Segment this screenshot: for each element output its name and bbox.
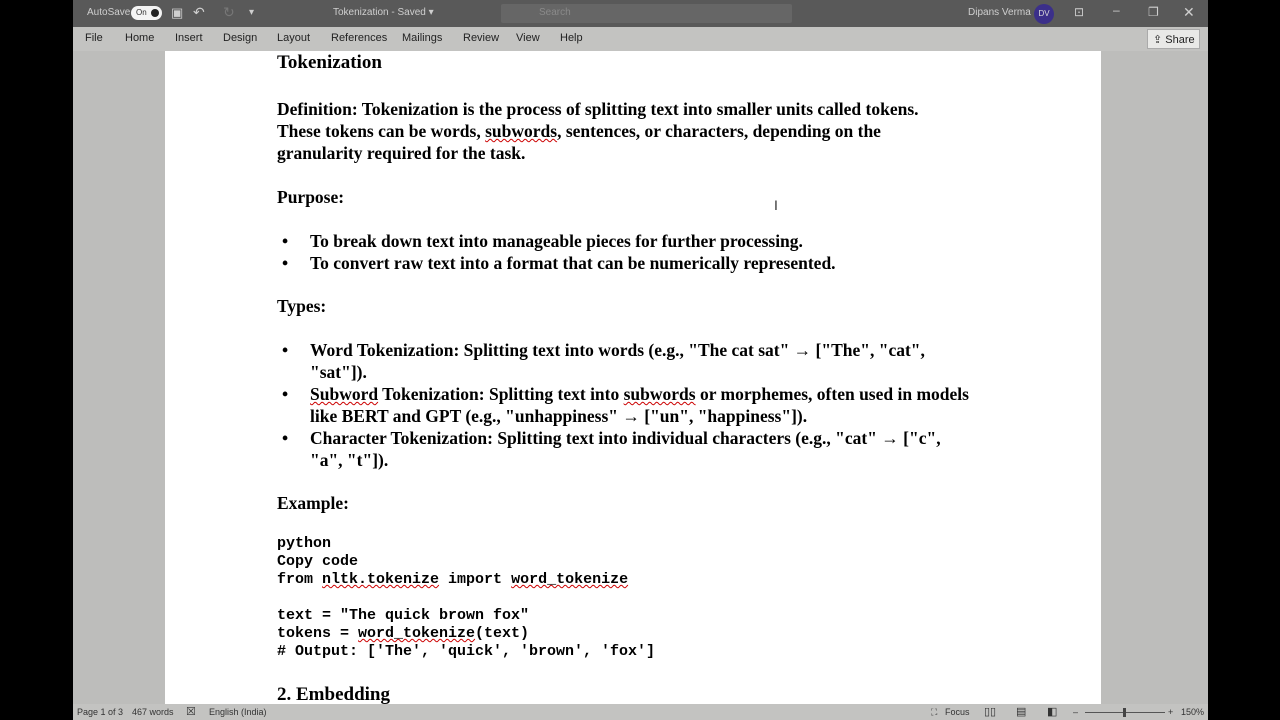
- list-item: • To convert raw text into a format that can be numerically represented.: [310, 252, 990, 274]
- autosave-label: AutoSave: [87, 7, 131, 18]
- undo-icon[interactable]: ↶: [193, 4, 205, 20]
- share-label: Share: [1165, 34, 1195, 46]
- status-bar: [73, 704, 1208, 720]
- code-text: import: [439, 571, 512, 588]
- code-line: python: [277, 535, 332, 552]
- document-title[interactable]: Tokenization - Saved ▾: [333, 7, 434, 18]
- ribbon-display-icon[interactable]: ⊡: [1074, 5, 1085, 19]
- purpose-heading: Purpose:: [277, 187, 345, 207]
- definition-line: granularity required for the task.: [277, 143, 526, 163]
- tab-insert[interactable]: Insert: [175, 32, 203, 44]
- code-line: text = "The quick brown fox": [277, 607, 530, 624]
- page-count[interactable]: Page 1 of 3: [77, 707, 124, 717]
- definition-paragraph: [277, 98, 997, 164]
- section-heading: 2. Embedding: [277, 684, 390, 704]
- search-input[interactable]: [501, 4, 792, 23]
- tab-design[interactable]: Design: [223, 32, 258, 44]
- code-line: Copy code: [277, 553, 359, 570]
- code-text: tokens =: [277, 625, 359, 642]
- misspelled-word[interactable]: word_tokenize: [358, 625, 476, 642]
- misspelled-word[interactable]: Subword: [310, 384, 379, 404]
- zoom-slider-thumb[interactable]: [1123, 708, 1126, 717]
- misspelled-word[interactable]: subwords: [485, 121, 558, 141]
- types-heading: Types:: [277, 296, 327, 316]
- code-text: from: [277, 571, 323, 588]
- ribbon-tabs: [73, 27, 1208, 51]
- customize-icon[interactable]: ▾: [249, 7, 255, 18]
- example-heading: Example:: [277, 493, 349, 513]
- title-bar: [73, 0, 1208, 27]
- read-mode-icon[interactable]: ▯▯: [984, 706, 997, 718]
- misspelled-word[interactable]: word_tokenize: [511, 571, 629, 588]
- word-count[interactable]: 467 words: [132, 707, 174, 717]
- list-item: [310, 383, 970, 427]
- document-canvas[interactable]: [73, 51, 1208, 704]
- redo-icon[interactable]: ↻: [223, 4, 235, 20]
- share-icon: ⇪: [1153, 34, 1166, 46]
- tab-help[interactable]: Help: [560, 32, 583, 44]
- code-line: [277, 571, 628, 589]
- tab-layout[interactable]: Layout: [277, 32, 311, 44]
- text-cursor-icon: I: [774, 197, 778, 213]
- print-layout-icon[interactable]: ▤: [1016, 706, 1027, 718]
- focus-button[interactable]: Focus: [945, 707, 970, 717]
- focus-icon[interactable]: ⛶: [931, 707, 938, 717]
- tab-file[interactable]: File: [85, 32, 103, 44]
- tab-mailings[interactable]: Mailings: [402, 32, 443, 44]
- code-line: # Output: ['The', 'quick', 'brown', 'fox']: [277, 643, 656, 660]
- list-text: or morphemes, often used in models like BERT and GPT (e.g., "unhappiness" → ["un", "happiness"]).: [310, 384, 969, 426]
- save-icon[interactable]: ▣: [171, 5, 184, 20]
- code-text: (text): [475, 625, 530, 642]
- definition-line: Definition: Tokenization is the process of splitting text into smaller units called tokens.: [277, 99, 919, 119]
- zoom-out-icon[interactable]: –: [1073, 707, 1079, 717]
- zoom-slider[interactable]: [1085, 712, 1165, 713]
- web-layout-icon[interactable]: ◧: [1047, 706, 1058, 718]
- word-window: [73, 0, 1208, 720]
- misspelled-word[interactable]: nltk.tokenize: [322, 571, 440, 588]
- restore-icon[interactable]: ❐: [1148, 5, 1159, 19]
- list-item: • To break down text into manageable pieces for further processing.: [310, 230, 990, 252]
- document-page[interactable]: [165, 51, 1101, 704]
- tab-home[interactable]: Home: [125, 32, 155, 44]
- misspelled-word[interactable]: subwords: [623, 384, 696, 404]
- minimize-icon[interactable]: –: [1113, 3, 1120, 17]
- autosave-toggle[interactable]: On: [131, 6, 162, 20]
- proofing-icon[interactable]: ☒: [186, 706, 196, 718]
- list-text: Tokenization: Splitting text into: [378, 384, 624, 404]
- definition-text: , sentences, or characters, depending on the: [557, 121, 881, 141]
- share-button[interactable]: [1147, 29, 1200, 49]
- zoom-level[interactable]: 150%: [1181, 707, 1205, 717]
- close-icon[interactable]: ✕: [1183, 4, 1195, 20]
- user-name[interactable]: Dipans Verma: [968, 7, 1031, 18]
- language[interactable]: English (India): [209, 707, 267, 717]
- zoom-in-icon[interactable]: +: [1168, 707, 1174, 717]
- code-line: [277, 625, 529, 643]
- tab-review[interactable]: Review: [463, 32, 500, 44]
- heading: Tokenization: [277, 52, 382, 73]
- definition-text: These tokens can be words,: [277, 121, 486, 141]
- tab-view[interactable]: View: [516, 32, 540, 44]
- avatar[interactable]: DV: [1034, 4, 1054, 24]
- list-item: • Word Tokenization: Splitting text into words (e.g., "The cat sat" → ["The", "cat", "sat"]).: [310, 339, 950, 383]
- tab-references[interactable]: References: [331, 32, 388, 44]
- list-item: • Character Tokenization: Splitting text into individual characters (e.g., "cat" → ["c", "a", "t"]).: [310, 427, 960, 471]
- search-placeholder: Search: [539, 7, 571, 18]
